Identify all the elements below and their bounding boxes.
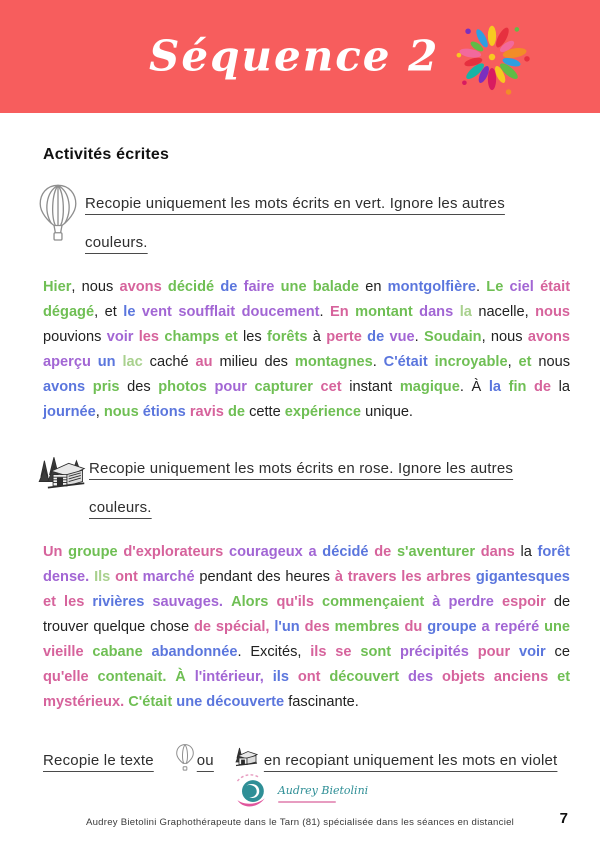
word-pink: objets bbox=[442, 669, 485, 685]
word-pink: mystérieux. bbox=[43, 694, 125, 710]
word-black: . bbox=[372, 354, 377, 370]
word-blue: gigantesques bbox=[475, 569, 570, 585]
word-blue: le bbox=[123, 304, 136, 320]
word-purple: marché bbox=[142, 569, 195, 585]
word-purple: courageux bbox=[228, 544, 303, 560]
page-title: Séquence 2 bbox=[149, 31, 440, 81]
word-light_green: lac bbox=[122, 354, 143, 370]
word-green: expérience bbox=[284, 404, 362, 420]
word-pink: ravis bbox=[189, 404, 224, 420]
word-purple: a bbox=[308, 544, 317, 560]
word-blue: étions bbox=[142, 404, 186, 420]
word-blue: abandonnée bbox=[151, 644, 238, 660]
word-pink: ont bbox=[297, 669, 321, 685]
word-pink: vieille bbox=[43, 644, 84, 660]
word-pink: au bbox=[195, 354, 213, 370]
instruction-violet-suffix: en recopiant uniquement les mots en violet bbox=[263, 752, 558, 769]
word-green: Le bbox=[486, 279, 504, 295]
word-black: ce bbox=[554, 644, 570, 660]
word-green: C'était bbox=[128, 694, 173, 710]
word-purple: repéré bbox=[494, 619, 540, 635]
word-black: . bbox=[414, 329, 419, 345]
word-green: À bbox=[175, 669, 186, 685]
page-number: 7 bbox=[559, 810, 568, 827]
word-pink: des bbox=[304, 619, 330, 635]
word-pink: avons bbox=[527, 329, 571, 345]
word-pink: qu'elle bbox=[43, 669, 89, 685]
word-pink: de bbox=[374, 544, 392, 560]
word-green: Hier bbox=[43, 279, 72, 295]
word-black: et bbox=[104, 304, 117, 320]
word-green: nous bbox=[103, 404, 139, 420]
word-black: , bbox=[94, 304, 99, 320]
word-green: une bbox=[544, 619, 571, 635]
word-pink: les bbox=[401, 569, 422, 585]
word-pink: Un bbox=[43, 544, 63, 560]
fireworks-icon bbox=[446, 9, 538, 105]
word-purple: perdre bbox=[448, 594, 494, 610]
word-green: montant bbox=[355, 304, 413, 320]
word-pink: arbres bbox=[426, 569, 472, 585]
word-purple: précipités bbox=[399, 644, 469, 660]
word-green: découvert bbox=[329, 669, 400, 685]
word-black: des bbox=[127, 379, 151, 395]
word-green: Soudain bbox=[423, 329, 482, 345]
word-pink: En bbox=[330, 304, 349, 320]
word-black: pouvions bbox=[43, 329, 102, 345]
word-black: cette bbox=[249, 404, 281, 420]
colored-text-rose bbox=[43, 540, 570, 715]
word-green: fin bbox=[508, 379, 527, 395]
word-pink: de bbox=[534, 379, 552, 395]
word-purple: voir bbox=[106, 329, 134, 345]
word-blue: découverte bbox=[206, 694, 285, 710]
section-title: Activités écrites bbox=[43, 146, 170, 163]
word-black: heures bbox=[285, 569, 330, 585]
word-black: la bbox=[520, 544, 532, 560]
word-purple: dans bbox=[419, 304, 454, 320]
word-purple: doucement bbox=[241, 304, 320, 320]
word-light_green: Ils bbox=[94, 569, 111, 585]
word-black: nacelle, bbox=[478, 304, 529, 320]
word-purple: vue bbox=[389, 329, 415, 345]
word-pink: du bbox=[404, 619, 423, 635]
word-pink: ils bbox=[310, 644, 327, 660]
word-black: . bbox=[237, 644, 242, 660]
instruction-violet-prefix: Recopie le texte bbox=[43, 752, 154, 769]
word-pink: nous bbox=[535, 304, 570, 320]
word-purple: aperçu bbox=[43, 354, 91, 370]
instruction-green-text: Recopie uniquement les mots écrits en vert. Ignore les autres couleurs. bbox=[85, 195, 505, 251]
word-pink: à bbox=[334, 569, 343, 585]
word-purple: à bbox=[432, 594, 441, 610]
word-green: incroyable bbox=[434, 354, 508, 370]
word-green: photos bbox=[158, 379, 207, 395]
word-purple: dense. bbox=[43, 569, 90, 585]
cabin-icon bbox=[34, 449, 86, 500]
hot-air-balloon-icon bbox=[34, 184, 82, 247]
word-green: balade bbox=[312, 279, 359, 295]
word-black: des bbox=[264, 354, 288, 370]
logo-url-line bbox=[278, 801, 336, 803]
word-green: de bbox=[227, 404, 246, 420]
word-blue: montgolfière bbox=[387, 279, 477, 295]
word-pink: et bbox=[43, 594, 56, 610]
word-blue: une bbox=[176, 694, 203, 710]
word-green: pris bbox=[92, 379, 120, 395]
word-pink: avons bbox=[119, 279, 162, 295]
word-purple: a bbox=[481, 619, 490, 635]
word-green: cabane bbox=[92, 644, 143, 660]
word-purple: des bbox=[408, 669, 434, 685]
word-blue: de bbox=[367, 329, 385, 345]
word-pink: pour bbox=[477, 644, 511, 660]
word-black: , bbox=[481, 329, 486, 345]
word-green: et bbox=[557, 669, 571, 685]
word-green: et bbox=[224, 329, 238, 345]
word-green: sont bbox=[360, 644, 392, 660]
word-blue: voir bbox=[518, 644, 546, 660]
word-blue: un bbox=[97, 354, 116, 370]
word-pink: ont bbox=[115, 569, 138, 585]
word-purple: sauvages. bbox=[152, 594, 223, 610]
word-black: À bbox=[471, 379, 482, 395]
word-pink: était bbox=[540, 279, 571, 295]
colored-text-green bbox=[43, 275, 570, 425]
brand-logo bbox=[0, 771, 600, 813]
word-pink: dans bbox=[480, 544, 515, 560]
word-pink: perte bbox=[326, 329, 362, 345]
word-black: en bbox=[365, 279, 382, 295]
logo-mark-icon bbox=[232, 772, 272, 812]
word-black: pendant bbox=[199, 569, 253, 585]
word-pink: spécial, bbox=[215, 619, 270, 635]
word-black: des bbox=[257, 569, 281, 585]
word-pink: cet bbox=[320, 379, 342, 395]
word-pink: les bbox=[64, 594, 85, 610]
word-black: quelque bbox=[93, 619, 146, 635]
worksheet-body bbox=[0, 146, 600, 788]
word-pink: de bbox=[194, 619, 212, 635]
word-black: de bbox=[553, 594, 571, 610]
word-pink: d'explorateurs bbox=[123, 544, 224, 560]
word-black: les bbox=[243, 329, 262, 345]
word-blue: forêt bbox=[537, 544, 570, 560]
word-black: nous bbox=[538, 354, 571, 370]
word-green: groupe bbox=[68, 544, 118, 560]
word-black: , bbox=[95, 404, 100, 420]
logo-name: Audrey Bietolini bbox=[277, 784, 369, 797]
word-black: caché bbox=[149, 354, 189, 370]
word-green: s'aventurer bbox=[396, 544, 476, 560]
word-black: Excités, bbox=[250, 644, 302, 660]
word-light_green: la bbox=[459, 304, 472, 320]
word-green: Alors bbox=[231, 594, 269, 610]
word-blue: avons bbox=[43, 379, 86, 395]
word-blue: décidé bbox=[322, 544, 369, 560]
word-black: unique. bbox=[365, 404, 413, 420]
word-purple: soufflait bbox=[178, 304, 236, 320]
word-pink: travers bbox=[347, 569, 397, 585]
word-black: chose bbox=[150, 619, 190, 635]
word-black: trouver bbox=[43, 619, 89, 635]
word-green: champs bbox=[164, 329, 220, 345]
word-green: décidé bbox=[167, 279, 215, 295]
instruction-violet-middle: ou bbox=[196, 752, 214, 769]
word-black: instant bbox=[349, 379, 393, 395]
footer-credit: Audrey Bietolini Graphothérapeute dans le Tarn (81) spécialisée dans les séances en distanciel bbox=[85, 817, 515, 828]
word-blue: rivières bbox=[92, 594, 145, 610]
word-black: , bbox=[71, 279, 76, 295]
word-black: fascinante. bbox=[288, 694, 359, 710]
word-purple: ciel bbox=[509, 279, 534, 295]
word-purple: vent bbox=[141, 304, 172, 320]
word-green: capturer bbox=[254, 379, 313, 395]
word-black: . bbox=[476, 279, 481, 295]
word-black: , bbox=[507, 354, 512, 370]
word-black: nous bbox=[81, 279, 114, 295]
word-black: . bbox=[319, 304, 324, 320]
word-pink: se bbox=[335, 644, 352, 660]
word-black: la bbox=[558, 379, 570, 395]
word-green: magique bbox=[399, 379, 460, 395]
instruction-rose-text: Recopie uniquement les mots écrits en rose. Ignore les autres couleurs. bbox=[89, 460, 514, 516]
word-black: à bbox=[312, 329, 321, 345]
word-black: . bbox=[459, 379, 464, 395]
word-green: membres bbox=[334, 619, 400, 635]
word-black: nous bbox=[490, 329, 523, 345]
word-green: commençaient bbox=[322, 594, 425, 610]
word-pink: les bbox=[138, 329, 160, 345]
word-green: montagnes bbox=[294, 354, 373, 370]
word-pink: espoir bbox=[501, 594, 546, 610]
instruction-rose bbox=[34, 449, 570, 527]
instruction-green bbox=[34, 184, 570, 262]
page-footer bbox=[0, 771, 600, 849]
word-green: forêts bbox=[266, 329, 308, 345]
word-green: dégagé bbox=[43, 304, 95, 320]
word-purple: l'intérieur, bbox=[194, 669, 264, 685]
word-blue: l'un bbox=[274, 619, 300, 635]
word-purple: pour bbox=[214, 379, 247, 395]
word-blue: C'était bbox=[383, 354, 428, 370]
word-pink: qu'ils bbox=[276, 594, 314, 610]
word-blue: ils bbox=[272, 669, 289, 685]
word-blue: journée bbox=[43, 404, 96, 420]
header-banner bbox=[0, 0, 600, 113]
word-green: une bbox=[280, 279, 307, 295]
word-blue: de bbox=[220, 279, 238, 295]
word-green: contenait. bbox=[97, 669, 167, 685]
word-blue: la bbox=[488, 379, 501, 395]
word-purple: faire bbox=[243, 279, 275, 295]
word-blue: groupe bbox=[427, 619, 477, 635]
word-green: et bbox=[518, 354, 532, 370]
word-black: milieu bbox=[219, 354, 258, 370]
word-pink: anciens bbox=[493, 669, 549, 685]
